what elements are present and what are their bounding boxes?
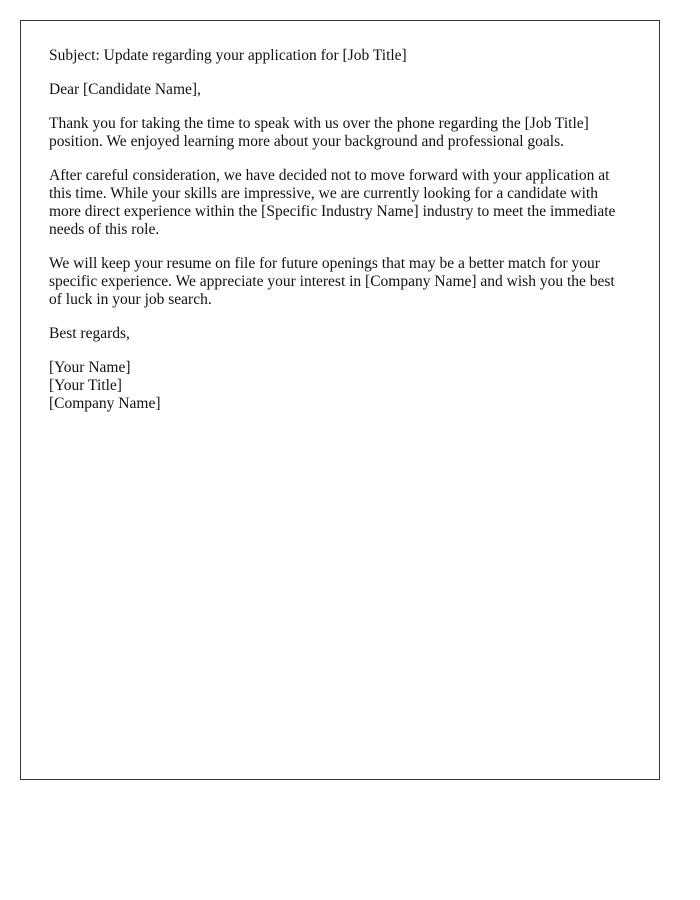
letter-salutation: Dear [Candidate Name], xyxy=(49,81,201,98)
letter-container xyxy=(20,20,660,780)
signature-block xyxy=(49,359,631,413)
signature-company: [Company Name] xyxy=(49,395,161,412)
signature-name: [Your Name] xyxy=(49,359,131,376)
letter-paragraph-2: After careful consideration, we have decided not to move forward with your application at this time. While your skills are impressive, we are currently looking for a candidate with more direct experience within the [Specific Industry Name] industry to meet the immediate needs of this role. xyxy=(49,167,616,238)
letter-subject: Subject: Update regarding your application for [Job Title] xyxy=(49,47,407,64)
letter-paragraph-1: Thank you for taking the time to speak with us over the phone regarding the [Job Title] position. We enjoyed learning more about your background and professional goals. xyxy=(49,115,589,150)
letter-paragraph-3: We will keep your resume on file for future openings that may be a better match for your specific experience. We appreciate your interest in [Company Name] and wish you the best of luck in your job search. xyxy=(49,255,615,308)
signature-title: [Your Title] xyxy=(49,377,122,394)
letter-closing: Best regards, xyxy=(49,325,130,342)
